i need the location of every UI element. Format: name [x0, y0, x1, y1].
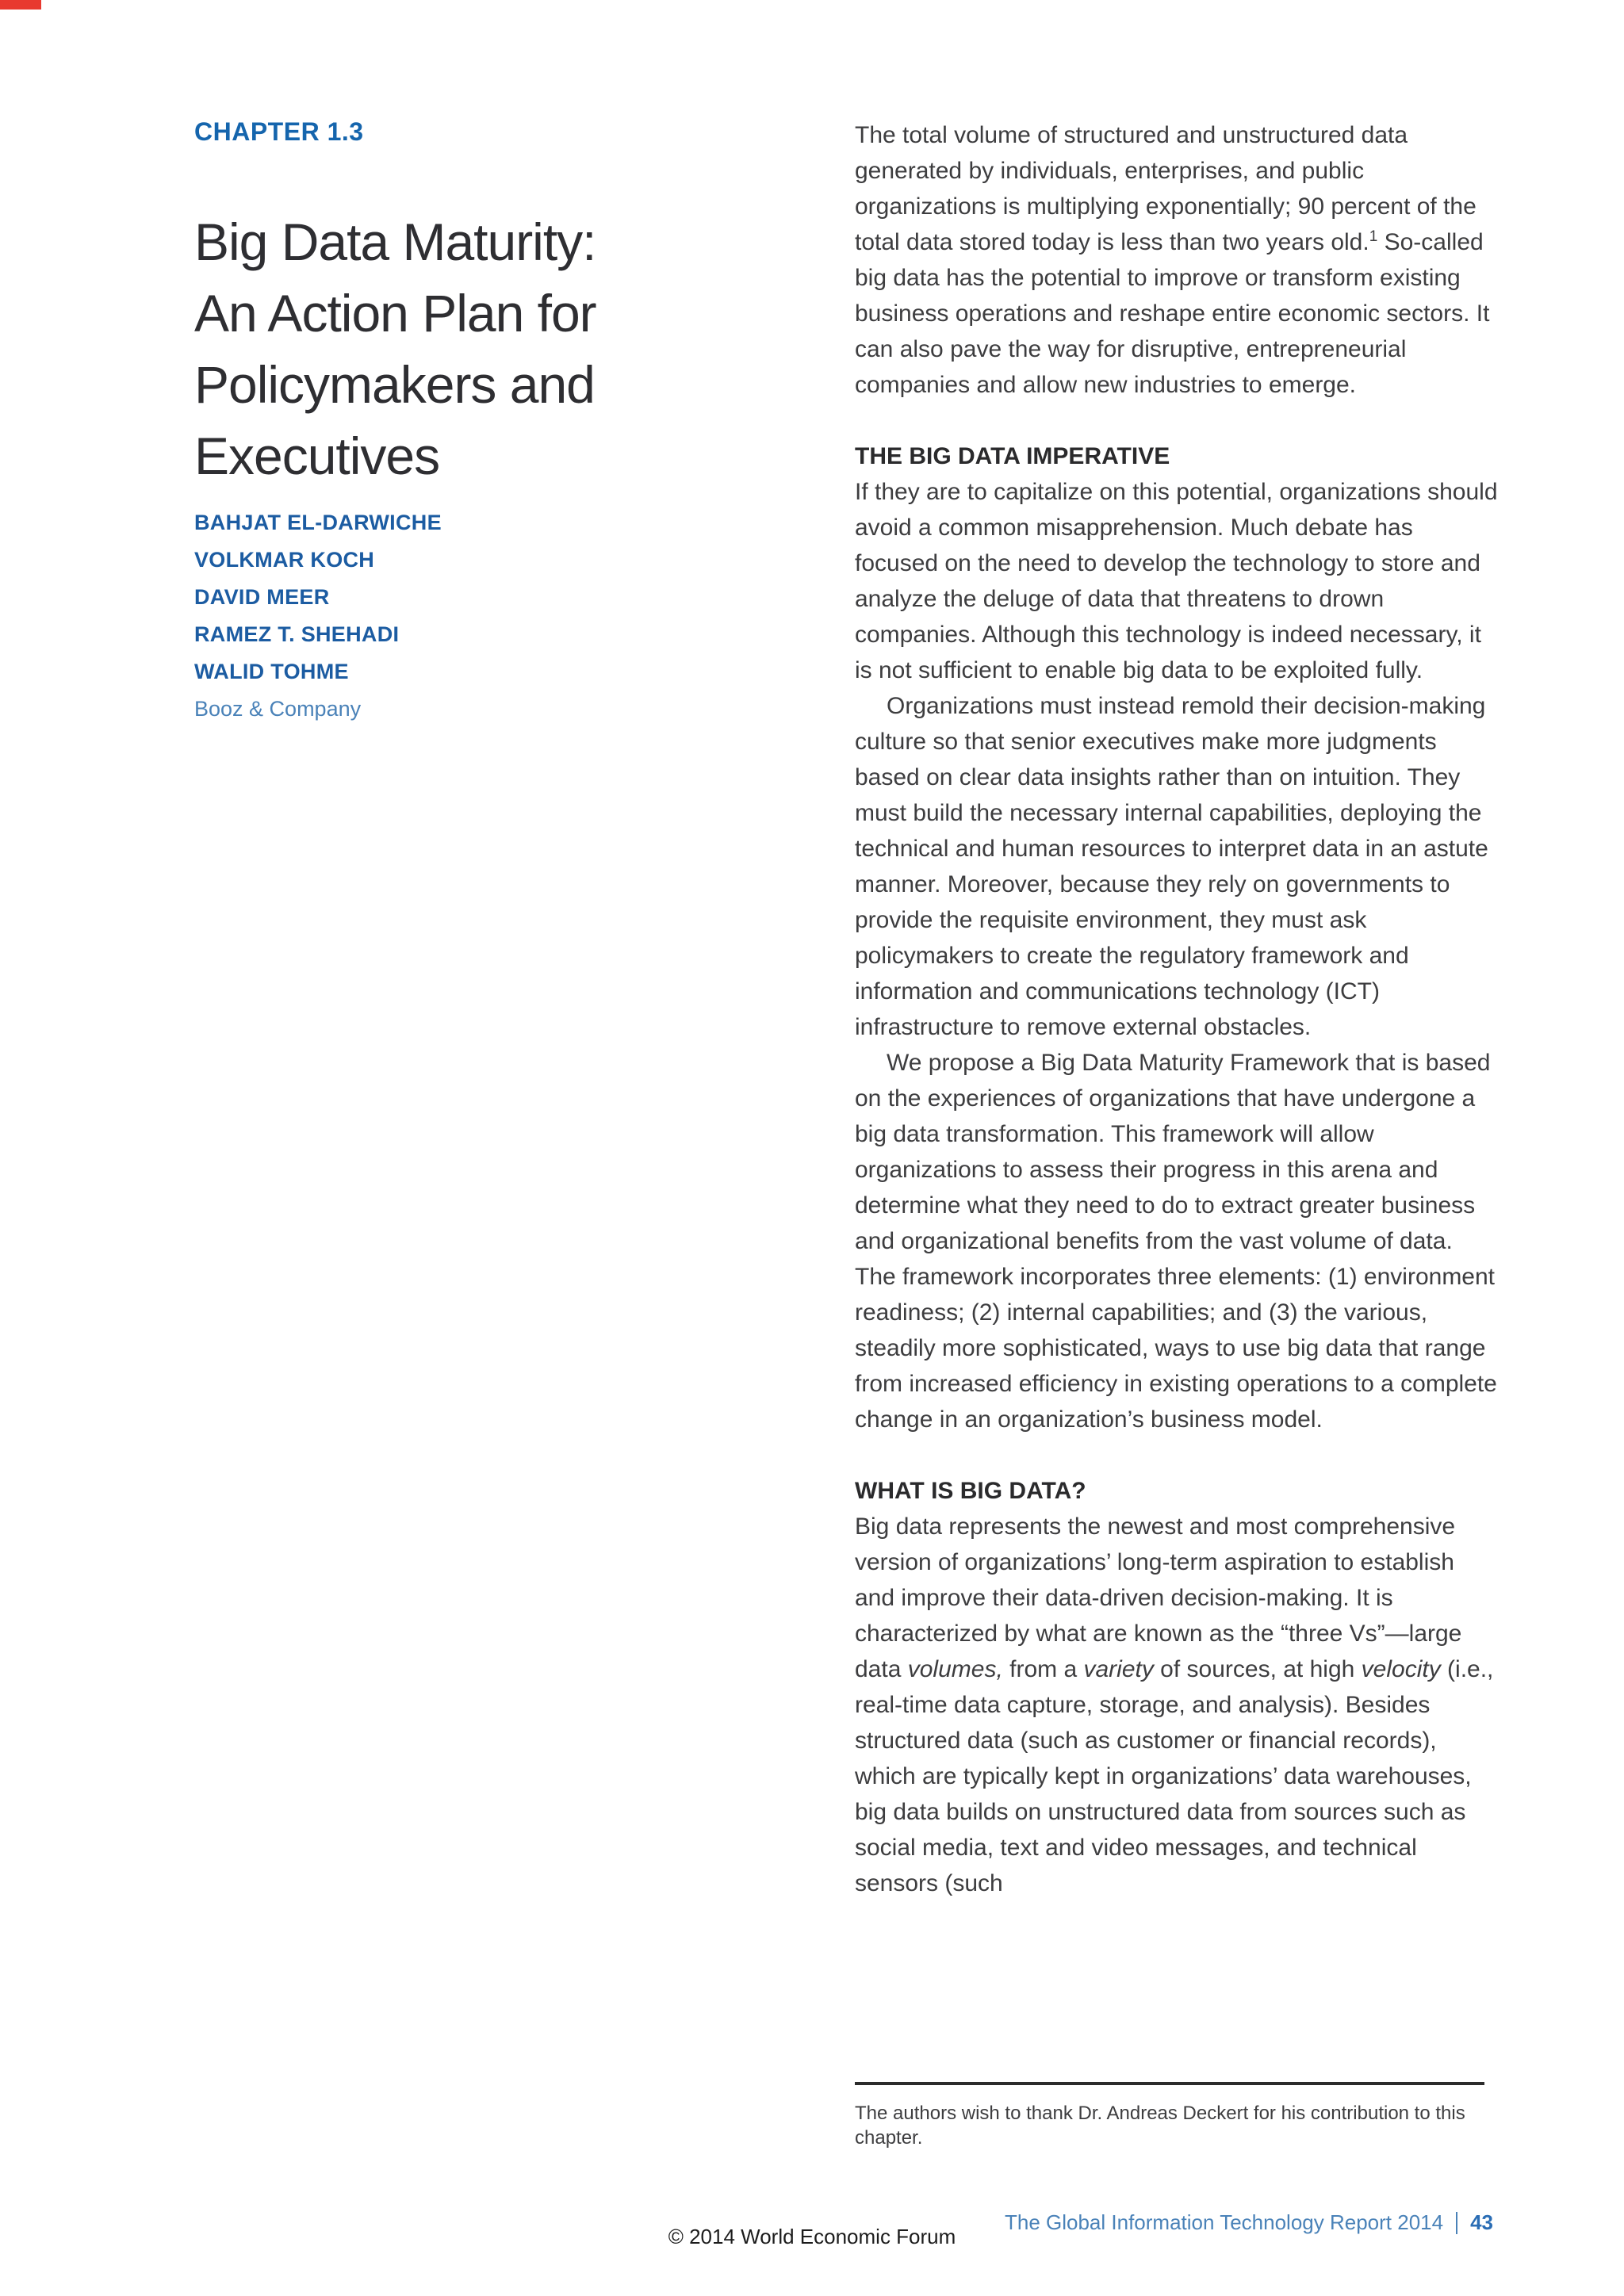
chapter-title-line: Big Data Maturity:	[194, 212, 596, 271]
author-affiliation: Booz & Company	[194, 697, 362, 721]
paragraph: If they are to capitalize on this potential, organizations should avoid a common misapprehension. Much debate has focused on the need to develop the technology to store and analyze the deluge of data that threatens to drown companies. Although this technology is indeed necessary, it is not sufficient to enable big data to be exploited fully.	[855, 479, 1498, 683]
text-run: (i.e., real-time data capture, storage, and analysis). Besides structured data (such as customer or financial records), which are typically kept in organizations’ data warehouses, big data builds on unstructured data from sources such as social media, text and video messages, and technical sensors (such	[855, 1656, 1494, 1896]
author-name: DAVID MEER	[194, 585, 330, 609]
author-name: BAHJAT EL-DARWICHE	[194, 511, 442, 534]
page-number: 43	[1470, 2210, 1493, 2234]
page-footer	[1005, 2210, 1493, 2235]
chapter-header	[194, 116, 702, 728]
footnote-line: chapter.	[855, 2127, 923, 2149]
paragraph: Organizations must instead remold their decision-making culture so that senior executives make more judgments based on clear data insights rather than on intuition. They must build the necessary internal capabilities, deploying the technical and human resources to interpret data in an astute manner. Moreover, because they rely on governments to provide the requisite environment, they must ask policymakers to create the regulatory framework and information and communications technology (ICT) infrastructure to remove external obstacles.	[855, 693, 1488, 1040]
chapter-title-line: An Action Plan for	[194, 284, 596, 342]
text-run-italic: variety	[1083, 1656, 1154, 1682]
chapter-title-line: Executives	[194, 427, 440, 485]
chapter-title-line: Policymakers and	[194, 355, 595, 414]
text-run: from a	[1002, 1656, 1084, 1682]
text-run-italic: velocity	[1361, 1656, 1441, 1682]
author-name: WALID TOHME	[194, 660, 349, 683]
page-edge-tab	[0, 0, 41, 10]
text-run: The total volume of structured and unstructured data generated by individuals, enterprises, and public organizations is multiplying exponentially; 90 percent of the total data stored today is less than two years old.	[855, 122, 1477, 255]
text-run: So-called big data has the potential to improve or transform existing business operations and reshape entire economic sectors. It can also pave the way for disruptive, entrepreneurial companies and allow new industries to emerge.	[855, 229, 1490, 398]
chapter-label: CHAPTER 1.3	[194, 117, 364, 146]
article-body	[855, 117, 1499, 1901]
paragraph: We propose a Big Data Maturity Framework that is based on the experiences of organizations that have undergone a big data transformation. This framework will allow organizations to assess their progress in this arena and determine what they need to do to extract greater business and organizational benefits from the vast volume of data. The framework incorporates three elements: (1) environment readiness; (2) internal capabilities; and (3) the various, steadily more sophisticated, ways to use big data that range from increased efficiency in existing operations to a complete change in an organization’s business model.	[855, 1050, 1497, 1433]
copyright-notice: © 2014 World Economic Forum	[668, 2225, 956, 2248]
author-name: VOLKMAR KOCH	[194, 548, 375, 572]
paragraph-intro	[855, 117, 1499, 403]
footnote-line: The authors wish to thank Dr. Andreas Deckert for his contribution to this	[855, 2103, 1465, 2124]
text-run-italic: volumes,	[907, 1656, 1003, 1682]
text-run: of sources, at high	[1153, 1656, 1362, 1682]
author-list	[194, 504, 702, 728]
section-heading-big-data-imperative: THE BIG DATA IMPERATIVE	[855, 443, 1170, 469]
footer-divider	[1456, 2212, 1457, 2234]
footnote-block	[855, 2082, 1484, 2150]
author-name: RAMEZ T. SHEHADI	[194, 622, 400, 646]
footnote-rule	[855, 2082, 1484, 2085]
text-run: Big data represents the newest and most comprehensive version of organizations’ long-term aspiration to establish and improve their data-driven decision-making. It is characterized by what are known as the “three Vs”—large data	[855, 1513, 1462, 1682]
paragraph-what-is-big-data	[855, 1509, 1499, 1901]
section-heading-what-is-big-data: WHAT IS BIG DATA?	[855, 1478, 1086, 1504]
chapter-title	[194, 206, 702, 492]
footnote-reference: 1	[1369, 228, 1378, 245]
report-title: The Global Information Technology Report 2014	[1004, 2210, 1444, 2234]
footnote-text	[855, 2101, 1484, 2150]
